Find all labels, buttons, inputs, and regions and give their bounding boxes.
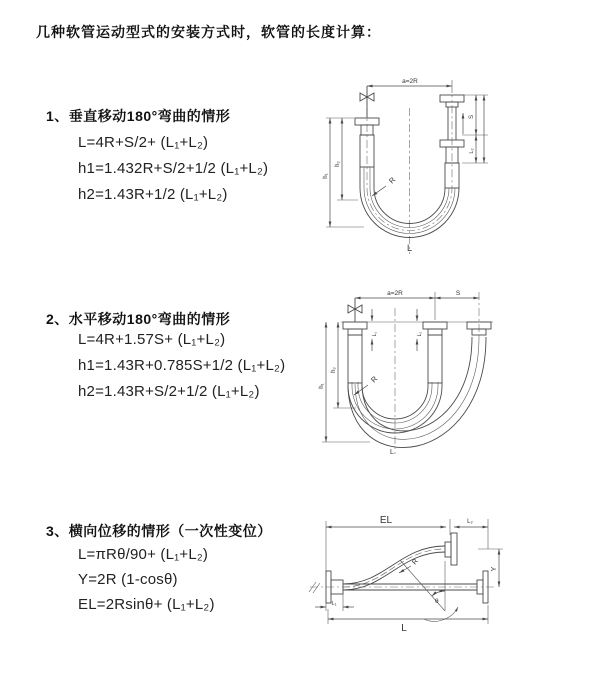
section2-formula-h1: h1=1.43R+0.785S+1/2 (L₁+L₂) [78, 357, 286, 374]
dim-label-h2: h₂ [331, 367, 337, 373]
section1-formula-h1: h1=1.432R+S/2+1/2 (L₁+L₂) [78, 160, 269, 177]
angle-construction [400, 557, 458, 621]
section1-heading: 1、垂直移动180°弯曲的情形 [46, 108, 231, 124]
length-label: L [407, 243, 413, 253]
dim-label-s: S [455, 290, 461, 297]
section1-formula-l: L=4R+S/2+ (L₁+L₂) [78, 134, 209, 151]
left-pipe-fitting [343, 322, 367, 383]
dim-label-h2: h₂ [335, 161, 341, 167]
section3-formula-y: Y=2R (1-cosθ) [78, 571, 178, 588]
section3-heading: 3、横向位移的情形（一次性变位） [46, 523, 272, 539]
dim-label-h1: h₁ [319, 383, 325, 389]
dim-label-y: Y [491, 566, 498, 572]
displaced-hose-curves [348, 337, 486, 448]
dim-label-l1: L₁ [331, 601, 337, 607]
s-curve-hose [343, 546, 445, 590]
radius-label: R [411, 557, 420, 567]
dim-label-l2: L₂ [467, 519, 473, 525]
angle-label: θ [435, 598, 439, 605]
dim-label-s: S [469, 114, 475, 120]
section3-formula-el: EL=2Rsinθ+ (L₁+L₂) [78, 596, 215, 613]
section2-formula-h2: h2=1.43R+S/2+1/2 (L₁+L₂) [78, 383, 260, 400]
section2-formula-l: L=4R+1.57S+ (L₁+L₂) [78, 331, 226, 348]
dim-label-h1: h₁ [323, 173, 329, 179]
dim-label-l: L [401, 623, 407, 634]
dim-label-l2: L₂ [417, 331, 423, 337]
upper-right-flange [445, 533, 457, 565]
dim-label-a2r: a=2R [387, 290, 403, 297]
break-mark [309, 582, 320, 593]
middle-pipe-fitting [423, 322, 447, 383]
dim-label-a2r: a=2R [402, 78, 418, 85]
diagram-vertical-180-bend [310, 72, 600, 262]
dim-label-el: EL [379, 515, 393, 526]
section3-formula-l: L=πRθ/90+ (L₁+L₂) [78, 546, 209, 563]
radius-label: R [387, 175, 398, 186]
diagram-horizontal-180-bend [308, 282, 600, 460]
section1-formula-h2: h2=1.43R+1/2 (L₁+L₂) [78, 186, 228, 203]
valve-icon [360, 86, 374, 118]
page-title: 几种软管运动型式的安装方式时，软管的长度计算： [36, 24, 381, 40]
valve-icon [348, 298, 362, 322]
dim-label-l1: L₁ [372, 331, 378, 337]
length-label: L [390, 449, 394, 456]
diagram-lateral-displacement [300, 503, 600, 653]
dim-label-l2: L₂ [469, 148, 475, 154]
section2-heading: 2、水平移动180°弯曲的情形 [46, 311, 231, 327]
radius-label: R [369, 374, 380, 385]
